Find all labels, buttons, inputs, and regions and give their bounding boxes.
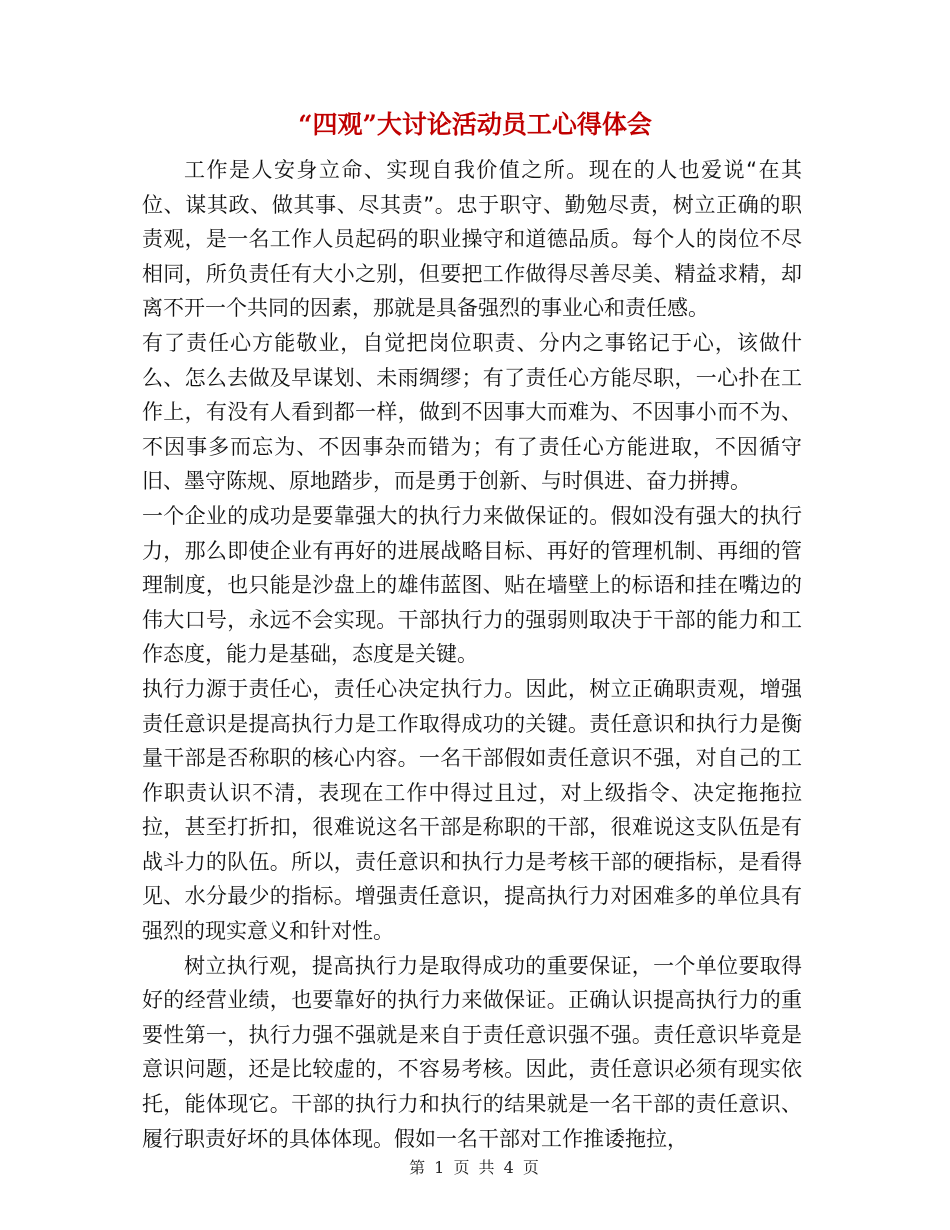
paragraph-4: 执行力源于责任心，责任心决定执行力。因此，树立正确职责观，增强责任意识是提高执行力是工作取得成功的关键。责任意识和执行力是衡量干部是否称职的核心内容。一名干部假如责任意识不强，对自己的工作职责认识不清，表现在工作中得过且过，对上级指令、决定拖拖拉拉，甚至打折扣，很难说这名干部是称职的干部，很难说这支队伍是有战斗力的队伍。所以，责任意识和执行力是考核干部的硬指标，是看得见、水分最少的指标。增强责任意识，提高执行力对困难多的单位具有强烈的现实意义和针对性。: [142, 676, 802, 944]
paragraph-1: 工作是人安身立命、实现自我价值之所。现在的人也爱说“在其位、谋其政、做其事、尽其责”。忠于职守、勤勉尽责，树立正确的职责观，是一名工作人员起码的职业操守和道德品质。每个人的岗位不尽相同，所负责任有大小之别，但要把工作做得尽善尽美、精益求精，却离不开一个共同的因素，那就是具备强烈的事业心和责任感。: [142, 158, 802, 321]
paragraph-2: 有了责任心方能敬业，自觉把岗位职责、分内之事铭记于心，该做什么、怎么去做及早谋划、未雨绸缪；有了责任心方能尽职，一心扑在工作上，有没有人看到都一样，做到不因事大而难为、不因事小而不为、不因事多而忘为、不因事杂而错为；有了责任心方能进取，不因循守旧、墨守陈规、原地踏步，而是勇于创新、与时俱进、奋力拼搏。: [142, 330, 802, 494]
paragraph-3: 一个企业的成功是要靠强大的执行力来做保证的。假如没有强大的执行力，那么即使企业有再好的进展战略目标、再好的管理机制、再细的管理制度，也只能是沙盘上的雄伟蓝图、贴在墙壁上的标语和挂在嘴边的伟大口号，永远不会实现。干部执行力的强弱则取决于干部的能力和工作态度，能力是基础，态度是关键。: [142, 503, 802, 667]
page-number-footer: 第 1 页 共 4 页: [409, 1158, 541, 1177]
paragraph-5: 树立执行观，提高执行力是取得成功的重要保证，一个单位要取得好的经营业绩，也要靠好的执行力来做保证。正确认识提高执行力的重要性第一，执行力强不强就是来自于责任意识强不强。责任意识毕竟是意识问题，还是比较虚的，不容易考核。因此，责任意识必须有现实依托，能体现它。干部的执行力和执行的结果就是一名干部的责任意识、履行职责好坏的具体体现。假如一名干部对工作推诿拖拉，: [142, 953, 802, 1151]
document-body: [142, 153, 802, 1156]
document-title: “四观”大讨论活动员工心得体会: [298, 110, 652, 139]
